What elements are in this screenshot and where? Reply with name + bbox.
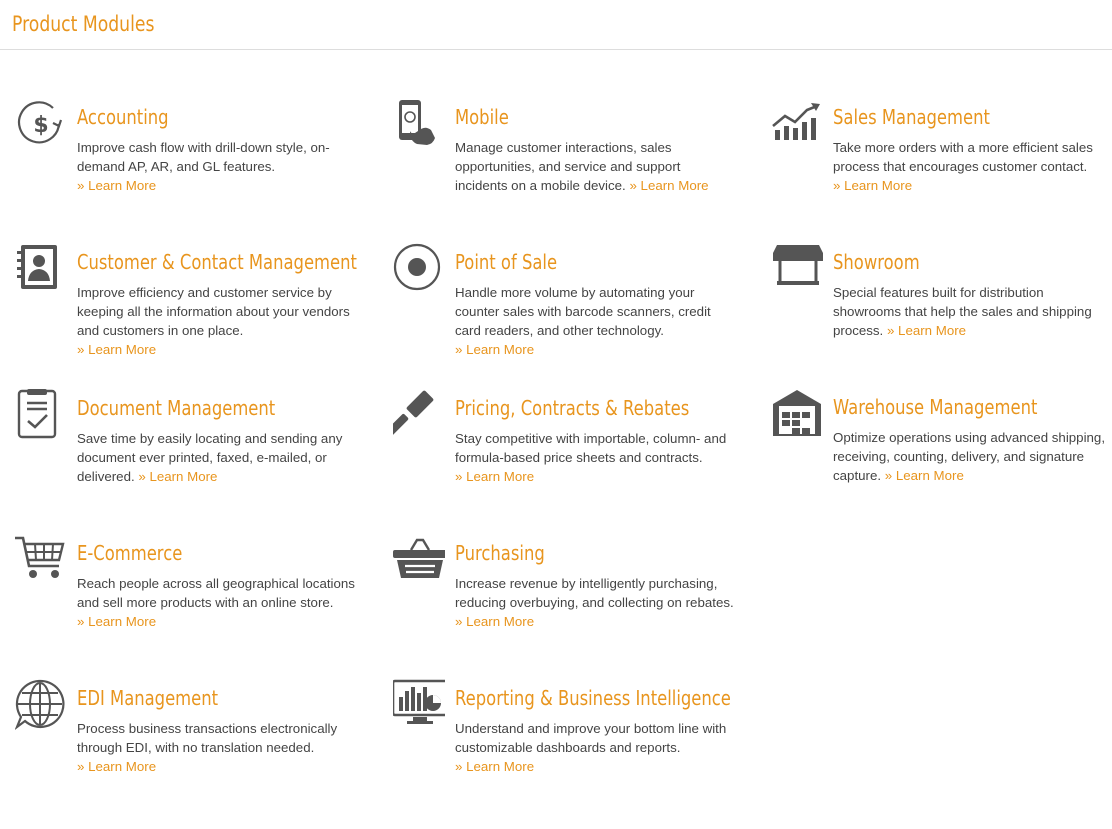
module-description: Manage customer interactions, sales opportunities, and service and support incidents on a mobile device. » Learn More [455,140,709,193]
learn-more-link[interactable]: » Learn More [629,178,709,193]
learn-more-link[interactable]: » Learn More [77,614,157,629]
module-sales-management [833,104,1112,195]
growth-chart-icon [771,98,823,150]
learn-more-link[interactable]: » Learn More [77,178,157,193]
module-title[interactable]: Warehouse Management [833,395,1038,419]
module-showroom [833,249,1112,340]
globe-chat-icon [15,679,67,731]
svg-text:$: $ [33,113,49,138]
module-description: Special features built for distribution showrooms that help the sales and shipping process. » Learn More [833,285,1092,338]
radio-circle-icon [393,243,445,295]
module-description: Stay competitive with importable, column- and formula-based price sheets and contracts. » Learn More [455,431,727,484]
module-purchasing [455,540,735,631]
module-accounting [33,104,357,195]
module-title[interactable]: Document Management [77,396,276,420]
shopping-cart-icon [15,534,67,586]
module-title[interactable]: EDI Management [77,686,219,710]
learn-more-link[interactable]: » Learn More [455,759,535,774]
module-pricing-contracts-rebates [455,395,735,486]
module-description: Improve cash flow with drill-down style, on-demand AP, AR, and GL features. » Learn More [77,138,357,195]
module-description: Improve efficiency and customer service by keeping all the information about your vendors and customers in one place. » Learn More [77,283,357,359]
module-description: Increase revenue by intelligently purchasing, reducing overbuying, and collecting on rebates. » Learn More [455,576,734,629]
learn-more-link[interactable]: » Learn More [884,468,964,483]
learn-more-link[interactable]: » Learn More [455,614,535,629]
module-edi-management [77,685,357,776]
contact-book-icon [15,243,67,295]
learn-more-link[interactable]: » Learn More [455,342,535,357]
learn-more-link[interactable]: » Learn More [77,759,157,774]
module-point-of-sale [455,249,735,359]
module-title[interactable]: Purchasing [455,541,545,565]
module-mobile [455,104,735,195]
module-description: Handle more volume by automating your counter sales with barcode scanners, credit card readers, and other technology. » Learn More [455,283,735,359]
module-title[interactable]: Mobile [455,105,509,129]
module-description: Optimize operations using advanced shipping, receiving, counting, delivery, and signature capture. » Learn More [833,430,1106,483]
module-customer-contact-management [77,249,357,359]
learn-more-link[interactable]: » Learn More [886,323,967,338]
page-title: Product Modules [12,12,155,36]
module-title[interactable]: Reporting & Business Intelligence [455,686,731,710]
module-document-management [77,395,357,486]
module-description: Understand and improve your bottom line with customizable dashboards and reports. » Learn More [455,719,735,776]
learn-more-link[interactable]: » Learn More [455,469,535,484]
basket-icon [393,534,445,586]
warehouse-icon [771,388,823,440]
module-reporting-business-intelligence [455,685,735,776]
module-description: Process business transactions electronically through EDI, with no translation needed. » Learn More [77,719,357,776]
learn-more-link[interactable]: » Learn More [833,178,913,193]
module-title[interactable]: Sales Management [833,105,990,129]
module-title[interactable]: Point of Sale [455,250,558,274]
clipboard-check-icon [15,389,67,441]
dollar-icon [15,98,67,150]
module-description: Save time by easily locating and sending any document ever printed, faxed, e-mailed, or delivered. » Learn More [77,431,343,484]
module-title[interactable]: Pricing, Contracts & Rebates [455,396,690,420]
dashboard-monitor-icon [393,679,445,731]
mobile-touch-icon [393,98,445,150]
storefront-icon [771,243,823,295]
module-description: Take more orders with a more efficient sales process that encourages customer contact. » Learn More [833,138,1112,195]
module-warehouse-management [833,394,1112,485]
module-description: Reach people across all geographical locations and sell more products with an online store. » Learn More [77,576,355,629]
title-divider [0,49,1112,50]
module-title[interactable]: Customer & Contact Management [77,250,357,274]
learn-more-link[interactable]: » Learn More [138,469,218,484]
module-e-commerce [77,540,357,631]
module-title[interactable]: Accounting [77,105,169,129]
gavel-icon [393,389,445,441]
module-title[interactable]: E-Commerce [77,541,183,565]
learn-more-link[interactable]: » Learn More [77,342,157,357]
module-title[interactable]: Showroom [833,250,920,274]
